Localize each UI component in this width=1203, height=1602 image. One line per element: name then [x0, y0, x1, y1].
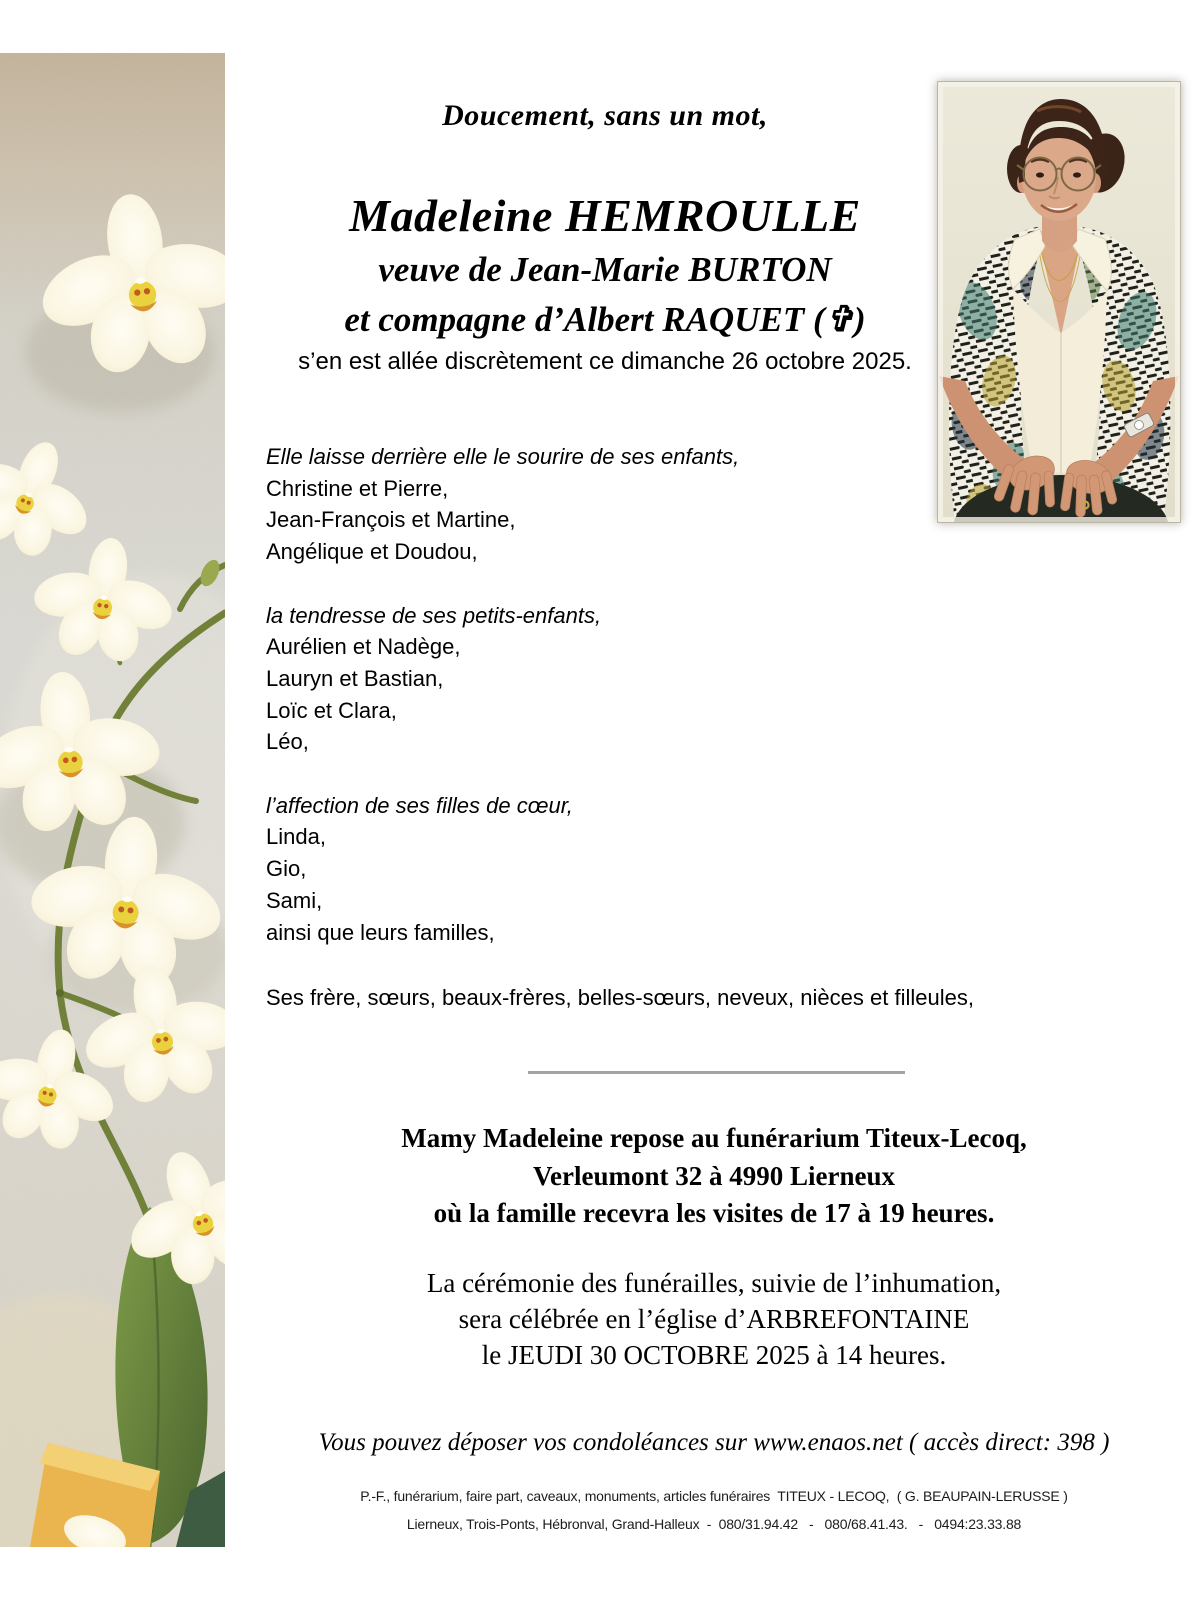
wake-line-2: Verleumont 32 à 4990 Lierneux: [533, 1160, 895, 1191]
family-member-line: Angélique et Doudou,: [266, 539, 478, 565]
orchid-photo-strip: [0, 53, 225, 1547]
death-date-line: s’en est allée discrètement ce dimanche 26 octobre 2025.: [298, 348, 912, 375]
family-group-children: [266, 441, 926, 568]
family-member-line: Loïc et Clara,: [266, 697, 397, 723]
section-divider: [528, 1071, 905, 1074]
family-member-line: Sami,: [266, 887, 323, 913]
family-group-intro: l’affection de ses filles de cœur,: [266, 792, 573, 818]
family-group-daughters-of-heart: [266, 790, 926, 949]
family-member-line: Linda,: [266, 824, 326, 850]
funeral-home-footer: [225, 1482, 1203, 1538]
family-member-line: Aurélien et Nadège,: [266, 634, 461, 660]
wake-line-1: Mamy Madeleine repose au funérarium Titeux-Lecoq,: [401, 1123, 1027, 1153]
ceremony-notice: [225, 1265, 1203, 1373]
family-member-line: Lauryn et Bastian,: [266, 665, 444, 691]
relatives-line: Ses frère, sœurs, beaux-frères, belles-sœurs, neveux, nièces et filleules,: [266, 985, 974, 1010]
family-member-line: Jean-François et Martine,: [266, 507, 516, 533]
ceremony-line-1: La cérémonie des funérailles, suivie de l’inhumation,: [426, 1268, 1002, 1298]
family-member-line: ainsi que leurs familles,: [266, 919, 495, 945]
family-member-line: Christine et Pierre,: [266, 475, 449, 501]
family-member-line: Léo,: [266, 729, 309, 755]
relation-line-partner: et compagne d’Albert RAQUET (✞): [344, 300, 866, 339]
funeral-home-notice: [225, 1120, 1203, 1233]
epigraph-quote: Doucement, sans un mot,: [442, 99, 768, 132]
family-group-intro: Elle laisse derrière elle le sourire de ses enfants,: [266, 444, 740, 469]
ceremony-line-2: sera célébrée en l’église d’ARBREFONTAINE: [458, 1304, 970, 1334]
condolences-line: Vous pouvez déposer vos condoléances sur www.enaos.net ( accès direct: 398 ): [318, 1429, 1110, 1456]
footer-line-1: P.-F., funérarium, faire part, caveaux, monuments, articles funéraires TITEUX - LECOQ, ( G. BEAUPAIN-LERUSSE ): [360, 1488, 1068, 1504]
orchid-illustration: [0, 53, 225, 1547]
footer-line-2: Lierneux, Trois-Ponts, Hébronval, Grand-Halleux - 080/31.94.42 - 080/68.41.43. - 0494:23.33.88: [406, 1516, 1022, 1532]
relation-line-widow: veuve de Jean-Marie BURTON: [378, 250, 832, 289]
family-member-line: Gio,: [266, 856, 307, 882]
wake-line-3: où la famille recevra les visites de 17 à 19 heures.: [433, 1198, 995, 1228]
deceased-name: Madeleine HEMROULLE: [349, 190, 861, 241]
ceremony-line-3: le JEUDI 30 OCTOBRE 2025 à 14 heures.: [481, 1340, 947, 1370]
family-group-intro: la tendresse de ses petits-enfants,: [266, 602, 602, 628]
family-tributes: [266, 441, 926, 980]
family-group-grandchildren: [266, 600, 926, 759]
